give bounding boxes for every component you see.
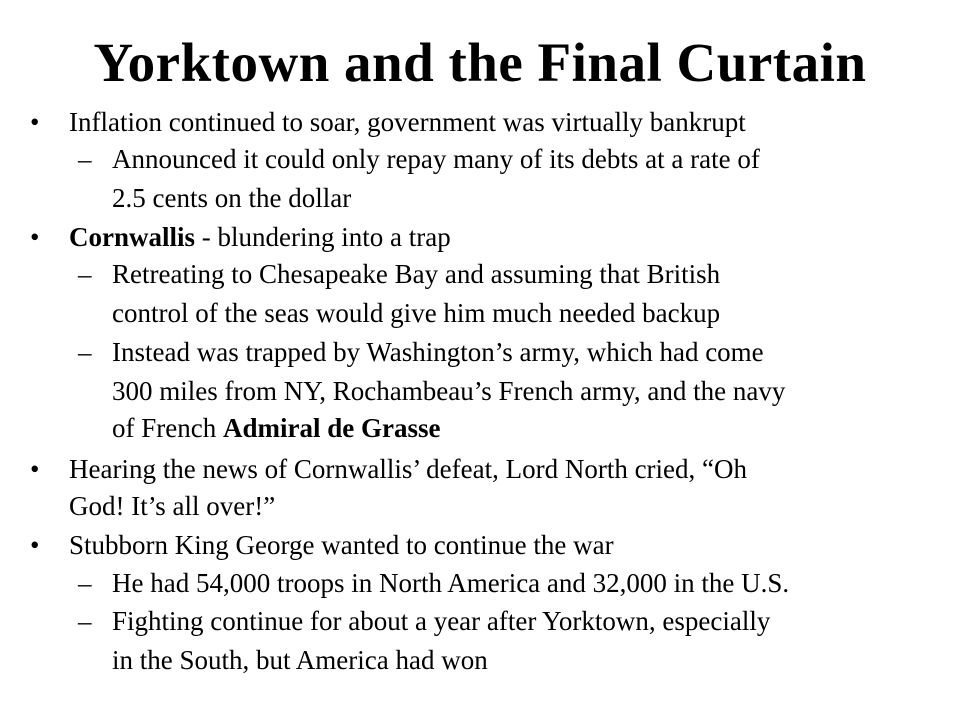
- dash-icon: –: [78, 568, 92, 598]
- sub-bullet-text: He had 54,000 troops in North America and 32,000 in the U.S.: [112, 568, 790, 598]
- bullet-text: Hearing the news of Cornwallis’ defeat, Lord North cried, “Oh: [69, 454, 748, 484]
- sub-bullet-text: Announced it could only repay many of its debts at a rate of: [112, 144, 760, 174]
- bullet-icon: •: [30, 222, 40, 252]
- sub-bullet-text: control of the seas would give him much needed backup: [112, 298, 721, 328]
- sub-bullet-text: Instead was trapped by Washington’s army, which had come: [112, 337, 764, 367]
- sub-bullet-text: 2.5 cents on the dollar: [112, 183, 352, 213]
- bullet-text: [69, 220, 451, 255]
- sub-bullet-text: in the South, but America had won: [112, 645, 488, 675]
- bullet-text: God! It’s all over!”: [69, 491, 276, 521]
- sub-bullet-text: 300 miles from NY, Rochambeau’s French army, and the navy: [112, 376, 786, 406]
- bullet-icon: •: [30, 530, 40, 560]
- dash-icon: –: [78, 606, 92, 636]
- sub-bullet-text: Fighting continue for about a year after Yorktown, especially: [112, 606, 771, 636]
- bold-term: Cornwallis: [69, 222, 196, 252]
- bullet-icon: •: [30, 454, 40, 484]
- dash-icon: –: [78, 144, 92, 174]
- bold-term: Admiral de Grasse: [222, 413, 441, 443]
- sub-bullet-text: Retreating to Chesapeake Bay and assuming that British: [112, 259, 721, 289]
- slide-title: Yorktown and the Final Curtain: [93, 32, 867, 93]
- bullet-text: Stubborn King George wanted to continue the war: [69, 530, 614, 560]
- bullet-text-rest: - blundering into a trap: [195, 222, 451, 252]
- dash-icon: –: [78, 259, 92, 289]
- sub-bullet-text: [112, 411, 440, 446]
- sub-bullet-text-prefix: of French: [112, 413, 223, 443]
- dash-icon: –: [78, 337, 92, 367]
- bullet-text: Inflation continued to soar, government was virtually bankrupt: [69, 107, 746, 137]
- bullet-icon: •: [30, 107, 40, 137]
